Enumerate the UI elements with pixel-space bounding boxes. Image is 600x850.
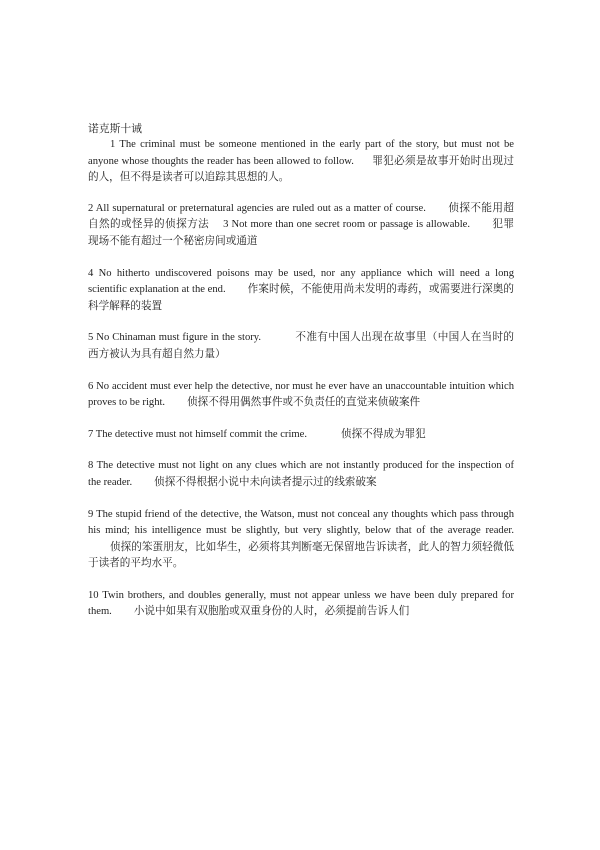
rule-4-chinese: 作案时候，不能使用尚未发明的毒药，或需要进行深奥的科学解释的装置 [88, 284, 515, 312]
rule-10-english: 10 Twin brothers, and doubles generally, must not appear unless we have been duly prepared for them. [88, 589, 514, 618]
document-page [88, 121, 514, 621]
rule-8-english: 8 The detective must not light on any clues which are not instantly produced for the inspection of the reader. [88, 460, 514, 488]
document-title: 诺克斯十诫 [88, 123, 142, 135]
rule-5-chinese: 不准有中国人出现在故事里（中国人在当时的西方被认为具有超自然力量） [88, 332, 515, 360]
rule-1 [88, 137, 514, 187]
rule-8-chinese: 侦探不得根据小说中未向读者提示过的线索破案 [154, 476, 377, 488]
rule-6-chinese: 侦探不得用偶然事件或不负责任的直觉来侦破案件 [187, 397, 421, 409]
rule-5 [88, 330, 514, 363]
rule-2-english: 2 All supernatural or preternatural agencies are ruled out as a matter of course. [88, 202, 426, 214]
rule-1-chinese: 罪犯必须是故事开始时出现过的人，但不得是读者可以追踪其思想的人。 [88, 155, 514, 184]
rule-6 [88, 379, 514, 412]
rule-7-chinese: 侦探不得成为罪犯 [340, 428, 426, 440]
rule-5-english: 5 No Chinaman must figure in the story. [88, 332, 262, 344]
rule-7-english: 7 The detective must not himself commit the crime. [88, 428, 307, 440]
rule-10-chinese: 小说中如果有双胞胎或双重身份的人时，必须提前告诉人们 [133, 606, 410, 618]
rule-3-chinese: 犯罪现场不能有超过一个秘密房间或通道 [88, 219, 515, 247]
rule-2-3 [88, 201, 514, 251]
rule-9 [88, 507, 514, 573]
rule-4 [88, 266, 514, 316]
rule-9-english: 9 The stupid friend of the detective, the Watson, must not conceal any thoughts which pass through his mind; his intelligence must be slightly, but very slightly, below that of the average reader. [88, 508, 514, 537]
rule-3-english: 3 Not more than one secret room or passage is allowable. [223, 219, 470, 231]
rule-10 [88, 588, 514, 621]
rule-9-chinese: 侦探的笨蛋朋友，比如华生，必须将其判断毫无保留地告诉读者，此人的智力须轻微低于读者的平均水平。 [88, 541, 514, 570]
rule-2-chinese: 侦探不能用超自然的或怪异的侦探方法 [88, 202, 514, 231]
rule-4-english: 4 No hitherto undiscovered poisons may be used, nor any appliance which will need a long scientific explanation at the end. [88, 267, 514, 296]
rule-1-english: 1 The criminal must be someone mentioned in the early part of the story, but must not be anyone whose thoughts the reader has been allowed to follow. [88, 139, 514, 167]
rule-6-english: 6 No accident must ever help the detective, nor must he ever have an unaccountable intuition which proves to be right. [88, 380, 514, 409]
rule-7 [88, 427, 514, 444]
rule-8 [88, 458, 514, 491]
